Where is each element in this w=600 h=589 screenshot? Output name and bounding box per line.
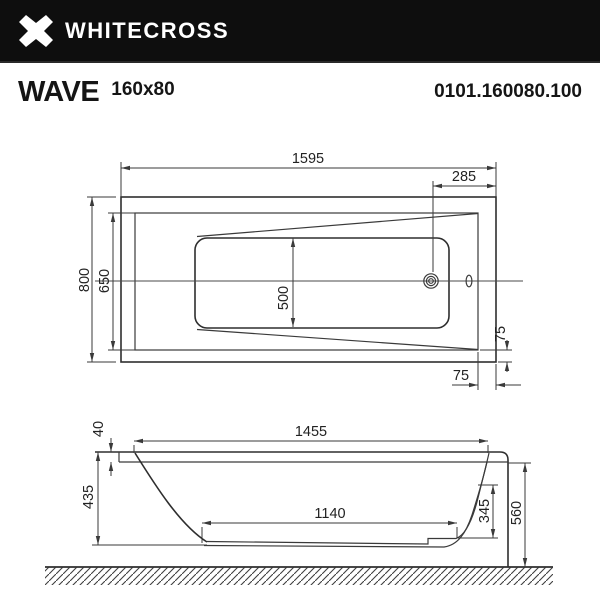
dim-label-end-wall-height: 345	[477, 498, 493, 524]
dim-label-length: 1595	[291, 151, 325, 167]
product-code: 0101.160080.100	[434, 81, 582, 102]
tub-basin-outline	[195, 238, 449, 328]
dim-label-basin-width: 500	[276, 285, 292, 311]
whitecross-x-icon	[16, 12, 56, 50]
rim-bottom-edge	[119, 452, 508, 462]
dim-label-overall-width: 800	[77, 267, 93, 293]
dim-label-rim-end: 75	[452, 368, 470, 384]
ground-hatch	[45, 568, 553, 586]
dim-label-drain-offset: 285	[451, 169, 477, 185]
rim-top-edge	[95, 452, 508, 567]
side-view	[45, 421, 553, 585]
title-row	[0, 63, 600, 107]
dim-label-rim-side: 75	[493, 325, 509, 343]
top-view	[77, 151, 523, 390]
basin-taper-top	[197, 214, 478, 237]
dim-label-rim-length: 1455	[294, 424, 328, 440]
dim-label-inner-width: 650	[97, 268, 113, 294]
dim-label-floor-length: 1140	[314, 506, 346, 522]
basin-taper-bottom	[197, 330, 478, 350]
head-slope	[135, 453, 207, 542]
dim-label-rim-thickness: 40	[91, 420, 107, 438]
model-name: WAVE	[18, 76, 100, 108]
model-size: 160x80	[111, 79, 175, 100]
dim-label-total-height: 560	[509, 500, 525, 526]
brand-name: WHITECROSS	[65, 17, 230, 43]
dim-label-depth: 435	[81, 484, 97, 510]
outer-shell	[204, 462, 487, 547]
brand-header	[0, 0, 600, 63]
basin-floor	[207, 453, 489, 544]
